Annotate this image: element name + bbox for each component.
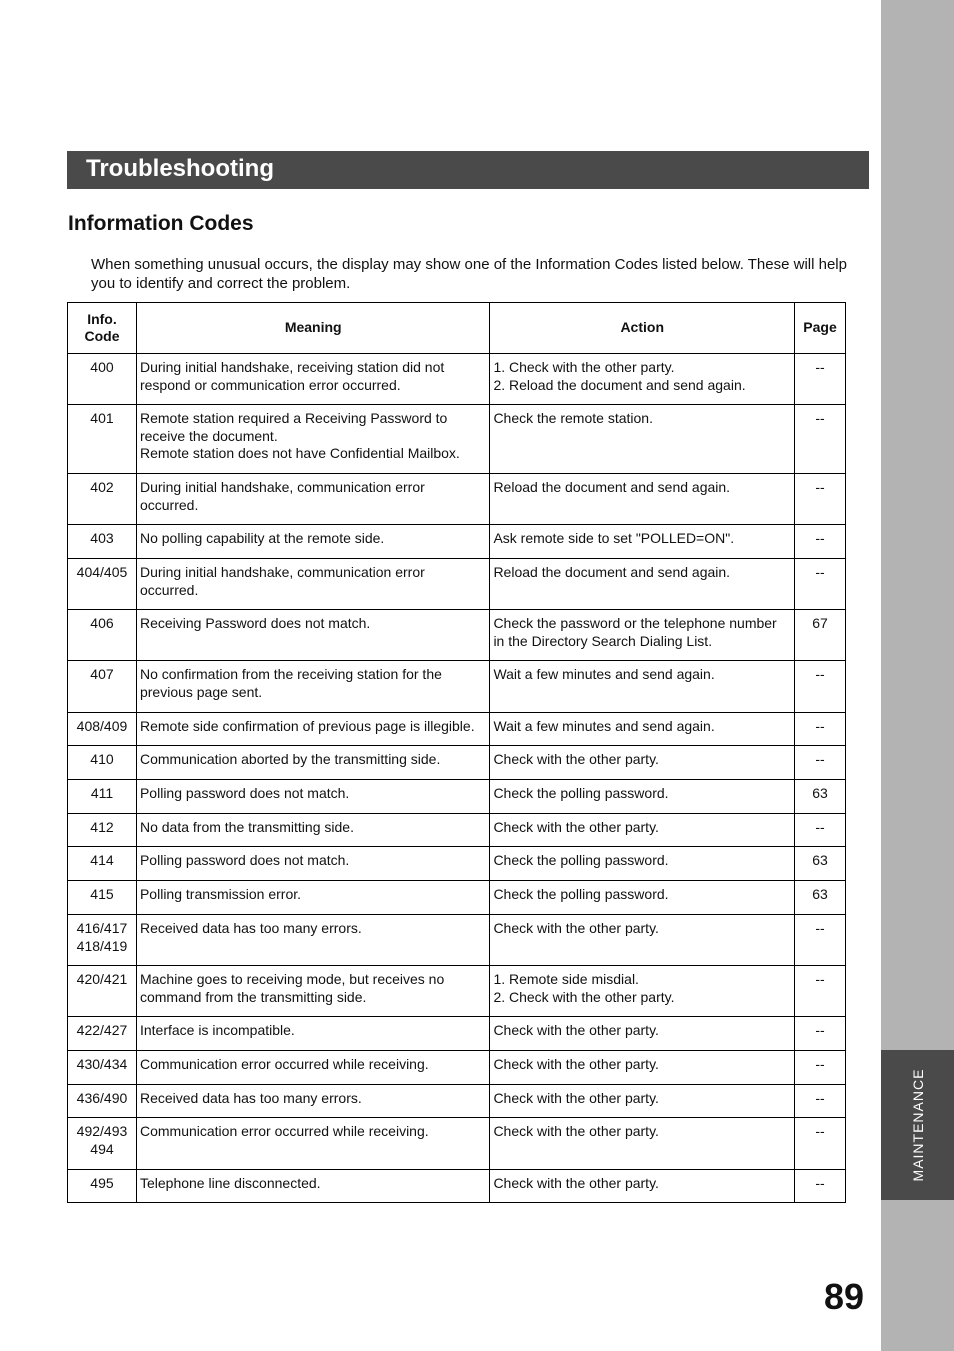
meaning-cell-line: Polling password does not match. bbox=[139, 852, 350, 868]
page-cell-line: -- bbox=[815, 479, 825, 495]
action-cell-line: Check the polling password. bbox=[493, 852, 669, 868]
meaning-cell bbox=[136, 1085, 489, 1118]
header-action: Action bbox=[490, 303, 795, 354]
meaning-cell-line: No polling capability at the remote side. bbox=[139, 530, 385, 546]
page-cell-line: -- bbox=[815, 819, 825, 835]
action-cell bbox=[490, 746, 795, 780]
meaning-cell bbox=[136, 1118, 489, 1170]
code-cell-line: 495 bbox=[90, 1175, 114, 1191]
code-cell bbox=[68, 661, 137, 713]
code-cell-line: 402 bbox=[90, 479, 114, 495]
meaning-cell-line: occurred. bbox=[139, 496, 199, 513]
meaning-cell bbox=[136, 1170, 489, 1203]
page-cell bbox=[795, 966, 846, 1017]
action-cell-line: Check with the other party. bbox=[493, 1056, 659, 1072]
meaning-cell bbox=[136, 966, 489, 1017]
meaning-cell-line: Received data has too many errors. bbox=[139, 1090, 362, 1106]
page-cell bbox=[795, 780, 846, 814]
page-cell bbox=[795, 610, 846, 661]
code-cell-line: 415 bbox=[90, 886, 114, 902]
action-cell-line: Check with the other party. bbox=[493, 1123, 659, 1139]
action-cell-line: Reload the document and send again. bbox=[493, 564, 731, 580]
page-cell-line: 67 bbox=[812, 615, 828, 631]
meaning-cell-line: During initial handshake, communication error bbox=[139, 479, 425, 495]
code-cell-line: 494 bbox=[90, 1140, 114, 1157]
table-row bbox=[68, 525, 846, 559]
action-cell bbox=[490, 814, 795, 847]
action-cell bbox=[490, 1017, 795, 1051]
meaning-cell-line: Receiving Password does not match. bbox=[139, 615, 371, 631]
header-meaning: Meaning bbox=[136, 303, 489, 354]
page-cell bbox=[795, 354, 846, 405]
meaning-cell bbox=[136, 405, 489, 474]
meaning-cell bbox=[136, 525, 489, 559]
header-page: Page bbox=[795, 303, 846, 354]
action-cell-line: Ask remote side to set "POLLED=ON". bbox=[493, 530, 735, 546]
table-row bbox=[68, 474, 846, 525]
meaning-cell bbox=[136, 354, 489, 405]
action-cell bbox=[490, 354, 795, 405]
code-cell bbox=[68, 1118, 137, 1170]
table-row bbox=[68, 610, 846, 661]
table-row bbox=[68, 1017, 846, 1051]
meaning-cell-line: No confirmation from the receiving station for the bbox=[139, 666, 442, 682]
page-cell bbox=[795, 915, 846, 966]
code-cell-line: 422/427 bbox=[76, 1022, 128, 1038]
table-row bbox=[68, 1051, 846, 1085]
code-cell bbox=[68, 915, 137, 966]
page-cell bbox=[795, 1118, 846, 1170]
action-cell bbox=[490, 713, 795, 746]
meaning-cell-line: Communication aborted by the transmitting side. bbox=[139, 751, 441, 767]
action-cell bbox=[490, 915, 795, 966]
page-cell bbox=[795, 661, 846, 713]
section-header-bar bbox=[67, 151, 869, 189]
code-cell bbox=[68, 1051, 137, 1085]
action-cell bbox=[490, 881, 795, 915]
page-cell bbox=[795, 1170, 846, 1203]
action-cell bbox=[490, 847, 795, 881]
page-cell bbox=[795, 559, 846, 610]
code-cell bbox=[68, 474, 137, 525]
code-cell-line: 403 bbox=[90, 530, 114, 546]
table-row bbox=[68, 661, 846, 713]
code-cell bbox=[68, 746, 137, 780]
code-cell bbox=[68, 713, 137, 746]
intro-paragraph: When something unusual occurs, the display may show one of the Information Codes listed below. These will help you to identify and correct the problem. bbox=[91, 256, 847, 292]
meaning-cell-line: occurred. bbox=[139, 581, 199, 598]
code-cell-line: 411 bbox=[90, 785, 114, 801]
table-row bbox=[68, 847, 846, 881]
table-header-row bbox=[68, 303, 846, 354]
meaning-cell-line: Polling transmission error. bbox=[139, 886, 302, 902]
action-cell-line: 1. Check with the other party. bbox=[493, 359, 675, 375]
code-cell bbox=[68, 559, 137, 610]
chapter-tab bbox=[881, 1050, 954, 1200]
table-row bbox=[68, 746, 846, 780]
code-cell bbox=[68, 405, 137, 474]
action-cell-line: in the Directory Search Dialing List. bbox=[493, 632, 713, 649]
meaning-cell bbox=[136, 1017, 489, 1051]
page-cell bbox=[795, 405, 846, 474]
page-cell-line: -- bbox=[815, 1175, 825, 1191]
action-cell bbox=[490, 1170, 795, 1203]
page-cell-line: -- bbox=[815, 920, 825, 936]
code-cell bbox=[68, 814, 137, 847]
action-cell bbox=[490, 525, 795, 559]
table-row bbox=[68, 915, 846, 966]
page-cell bbox=[795, 814, 846, 847]
action-cell-line: 1. Remote side misdial. bbox=[493, 971, 639, 987]
meaning-cell bbox=[136, 661, 489, 713]
meaning-cell bbox=[136, 559, 489, 610]
meaning-cell-line: Remote side confirmation of previous page is illegible. bbox=[139, 718, 475, 734]
meaning-cell-line: Communication error occurred while receiving. bbox=[139, 1123, 429, 1139]
action-cell bbox=[490, 661, 795, 713]
action-cell bbox=[490, 780, 795, 814]
page-cell bbox=[795, 713, 846, 746]
code-cell bbox=[68, 1085, 137, 1118]
table-row bbox=[68, 559, 846, 610]
page-cell bbox=[795, 474, 846, 525]
code-cell bbox=[68, 780, 137, 814]
action-cell bbox=[490, 405, 795, 474]
page-number: 89 bbox=[824, 1276, 865, 1317]
page-cell-line: -- bbox=[815, 666, 825, 682]
code-cell bbox=[68, 966, 137, 1017]
meaning-cell bbox=[136, 847, 489, 881]
meaning-cell bbox=[136, 881, 489, 915]
information-codes-table bbox=[67, 302, 846, 1203]
page-cell-line: -- bbox=[815, 410, 825, 426]
meaning-cell bbox=[136, 474, 489, 525]
page-cell-line: -- bbox=[815, 359, 825, 375]
page-cell-line: -- bbox=[815, 971, 825, 987]
action-cell-line: Wait a few minutes and send again. bbox=[493, 718, 715, 734]
meaning-cell-line: Received data has too many errors. bbox=[139, 920, 362, 936]
code-cell-line: 407 bbox=[90, 666, 114, 682]
action-cell bbox=[490, 559, 795, 610]
table-row bbox=[68, 713, 846, 746]
page-cell-line: 63 bbox=[812, 886, 828, 902]
page-cell-line: 63 bbox=[812, 852, 828, 868]
action-cell bbox=[490, 1118, 795, 1170]
page-cell-line: -- bbox=[815, 1123, 825, 1139]
code-cell-line: 436/490 bbox=[76, 1090, 128, 1106]
meaning-cell-line: respond or communication error occurred. bbox=[139, 376, 401, 393]
action-cell-line: Check the polling password. bbox=[493, 785, 669, 801]
chapter-tab-label: MAINTENANCE bbox=[909, 1068, 926, 1182]
action-cell bbox=[490, 1085, 795, 1118]
action-cell-line: Check with the other party. bbox=[493, 920, 659, 936]
meaning-cell-line: Remote station does not have Confidential Mailbox. bbox=[139, 445, 460, 461]
action-cell bbox=[490, 610, 795, 661]
page-cell bbox=[795, 1051, 846, 1085]
meaning-cell-line: During initial handshake, receiving station did not bbox=[139, 359, 445, 375]
table-row bbox=[68, 1170, 846, 1203]
code-cell bbox=[68, 1170, 137, 1203]
subheading: Information Codes bbox=[68, 212, 254, 235]
page-cell-line: -- bbox=[815, 751, 825, 767]
action-cell-line: Check the polling password. bbox=[493, 886, 669, 902]
meaning-cell-line: No data from the transmitting side. bbox=[139, 819, 354, 835]
meaning-cell-line: Interface is incompatible. bbox=[139, 1022, 295, 1038]
page-cell-line: -- bbox=[815, 1022, 825, 1038]
code-cell-line: 430/434 bbox=[76, 1056, 128, 1072]
meaning-cell bbox=[136, 1051, 489, 1085]
table-row bbox=[68, 966, 846, 1017]
meaning-cell-line: Machine goes to receiving mode, but receives no bbox=[139, 971, 445, 987]
header-info-code: Info. Code bbox=[68, 303, 137, 354]
meaning-cell bbox=[136, 610, 489, 661]
code-cell-line: 418/419 bbox=[76, 937, 128, 954]
code-cell bbox=[68, 847, 137, 881]
action-cell bbox=[490, 474, 795, 525]
action-cell-line: Check the password or the telephone number bbox=[493, 615, 777, 631]
page-cell bbox=[795, 525, 846, 559]
action-cell-line: Check with the other party. bbox=[493, 819, 659, 835]
table-row bbox=[68, 814, 846, 847]
meaning-cell-line: Polling password does not match. bbox=[139, 785, 350, 801]
action-cell-line: Check the remote station. bbox=[493, 410, 653, 426]
table-row bbox=[68, 881, 846, 915]
meaning-cell-line: During initial handshake, communication error bbox=[139, 564, 425, 580]
code-cell-line: 414 bbox=[90, 852, 114, 868]
code-cell-line: 410 bbox=[90, 751, 114, 767]
action-cell-line: 2. Reload the document and send again. bbox=[493, 376, 746, 393]
table-row bbox=[68, 354, 846, 405]
action-cell bbox=[490, 966, 795, 1017]
meaning-cell bbox=[136, 713, 489, 746]
meaning-cell-line: Remote station required a Receiving Password to bbox=[139, 410, 448, 426]
page-cell bbox=[795, 847, 846, 881]
code-cell bbox=[68, 881, 137, 915]
action-cell-line: Check with the other party. bbox=[493, 751, 659, 767]
action-cell-line: Reload the document and send again. bbox=[493, 479, 731, 495]
code-cell-line: 406 bbox=[90, 615, 114, 631]
action-cell-line: Check with the other party. bbox=[493, 1175, 659, 1191]
meaning-cell bbox=[136, 915, 489, 966]
code-cell bbox=[68, 1017, 137, 1051]
code-cell bbox=[68, 354, 137, 405]
action-cell-line: Check with the other party. bbox=[493, 1022, 659, 1038]
code-cell-line: 404/405 bbox=[76, 564, 128, 580]
meaning-cell-line: receive the document. bbox=[139, 427, 278, 444]
page-cell bbox=[795, 1017, 846, 1051]
action-cell-line: 2. Check with the other party. bbox=[493, 988, 675, 1005]
action-cell-line: Wait a few minutes and send again. bbox=[493, 666, 715, 682]
code-cell-line: 492/493 bbox=[76, 1123, 128, 1139]
meaning-cell-line: Communication error occurred while receiving. bbox=[139, 1056, 429, 1072]
table-row bbox=[68, 1085, 846, 1118]
page-cell bbox=[795, 746, 846, 780]
table-row bbox=[68, 405, 846, 474]
code-cell bbox=[68, 610, 137, 661]
page-cell-line: 63 bbox=[812, 785, 828, 801]
code-cell bbox=[68, 525, 137, 559]
meaning-cell bbox=[136, 780, 489, 814]
table-row bbox=[68, 1118, 846, 1170]
meaning-cell-line: command from the transmitting side. bbox=[139, 988, 367, 1005]
page-cell bbox=[795, 881, 846, 915]
page-cell bbox=[795, 1085, 846, 1118]
table-row bbox=[68, 780, 846, 814]
action-cell-line: Check with the other party. bbox=[493, 1090, 659, 1106]
page-cell-line: -- bbox=[815, 564, 825, 580]
meaning-cell bbox=[136, 746, 489, 780]
page-cell-line: -- bbox=[815, 1056, 825, 1072]
page-cell-line: -- bbox=[815, 1090, 825, 1106]
page-cell-line: -- bbox=[815, 530, 825, 546]
meaning-cell-line: Telephone line disconnected. bbox=[139, 1175, 321, 1191]
action-cell bbox=[490, 1051, 795, 1085]
code-cell-line: 408/409 bbox=[76, 718, 128, 734]
code-cell-line: 400 bbox=[90, 359, 114, 375]
meaning-cell bbox=[136, 814, 489, 847]
meaning-cell-line: previous page sent. bbox=[139, 683, 263, 700]
table-body bbox=[68, 354, 846, 1203]
section-title: Troubleshooting bbox=[86, 155, 274, 182]
code-cell-line: 420/421 bbox=[76, 971, 128, 987]
code-cell-line: 401 bbox=[90, 410, 114, 426]
page-cell-line: -- bbox=[815, 718, 825, 734]
code-cell-line: 416/417 bbox=[76, 920, 128, 936]
code-cell-line: 412 bbox=[90, 819, 114, 835]
